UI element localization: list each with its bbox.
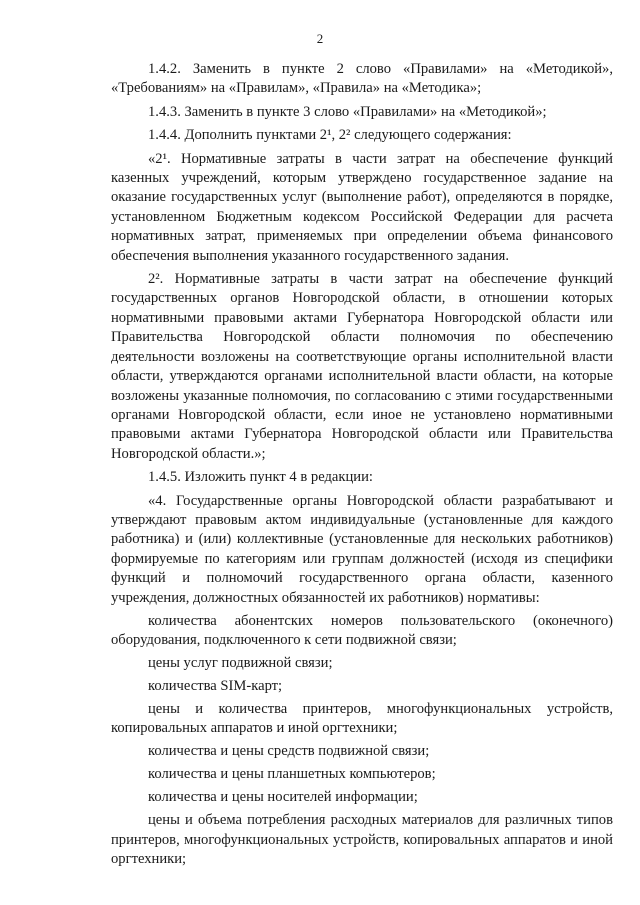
- list-item: количества и цены носителей информации;: [148, 789, 418, 806]
- paragraph: 1.4.4. Дополнить пунктами 2¹, 2² следующего содержания:: [148, 127, 512, 144]
- list-item: количества SIM-карт;: [148, 677, 283, 694]
- document-body: [111, 60, 613, 870]
- paragraph: «4. Государственные органы Новгородской области разрабатывают и утверждают правовым актом индивидуальные (установленные для каждого работника) и (или) коллективные (установленные для нескольких работников) формируемые по категориям или группам должностей (исходя из специфики функций и полномочий государственного органа области, казенного учреждения, должностных обязанностей их работников) нормативы:: [111, 492, 613, 606]
- paragraph: «2¹. Нормативные затраты в части затрат на обеспечение функций казенных учреждений, которым утверждено государственное задание на оказание государственных услуг (выполнение работ), определяются в порядке, установленном Бюджетным кодексом Российской Федерации для расчета нормативных затрат, применяемых при определении объема финансового обеспечения выполнения указанного государственного задания.: [111, 150, 613, 264]
- list-item: количества и цены планшетных компьютеров;: [148, 766, 436, 783]
- list-item: количества абонентских номеров пользовательского (оконечного) оборудования, подключенного к сети подвижной связи;: [111, 612, 613, 648]
- paragraph: 1.4.3. Заменить в пункте 3 слово «Правилами» на «Методикой»;: [148, 103, 547, 120]
- list-item: цены и объема потребления расходных материалов для различных типов принтеров, многофункциональных устройств, копировальных аппаратов и иной оргтехники;: [111, 812, 613, 868]
- paragraph: 2². Нормативные затраты в части затрат на обеспечение функций государственных органов Новгородской области, в отношении которых нормативными правовыми актами Губернатора Новгородской области или Правительства Новгородской области полномочия по обеспечению деятельности возложены на соответствующие органы исполнительной власти области, утверждаются органами исполнительной власти области, на которые возложены указанные полномочия, по согласованию с этими государственными органами Новгородской области, если иное не установлено нормативными правовыми актами Губернатора Новгородской области или Правительства Новгородской области.»;: [111, 271, 613, 462]
- list-item: цены и количества принтеров, многофункциональных устройств, копировальных аппаратов и иной оргтехники;: [111, 700, 613, 737]
- list-item: цены услуг подвижной связи;: [148, 654, 333, 671]
- paragraph: 1.4.5. Изложить пункт 4 в редакции:: [148, 469, 373, 486]
- list-item: количества и цены средств подвижной связи;: [148, 743, 430, 760]
- paragraph: 1.4.2. Заменить в пункте 2 слово «Правилами» на «Методикой», «Требованиям» на «Правилам», «Правила» на «Методика»;: [111, 61, 613, 97]
- page-number: 2: [316, 31, 324, 46]
